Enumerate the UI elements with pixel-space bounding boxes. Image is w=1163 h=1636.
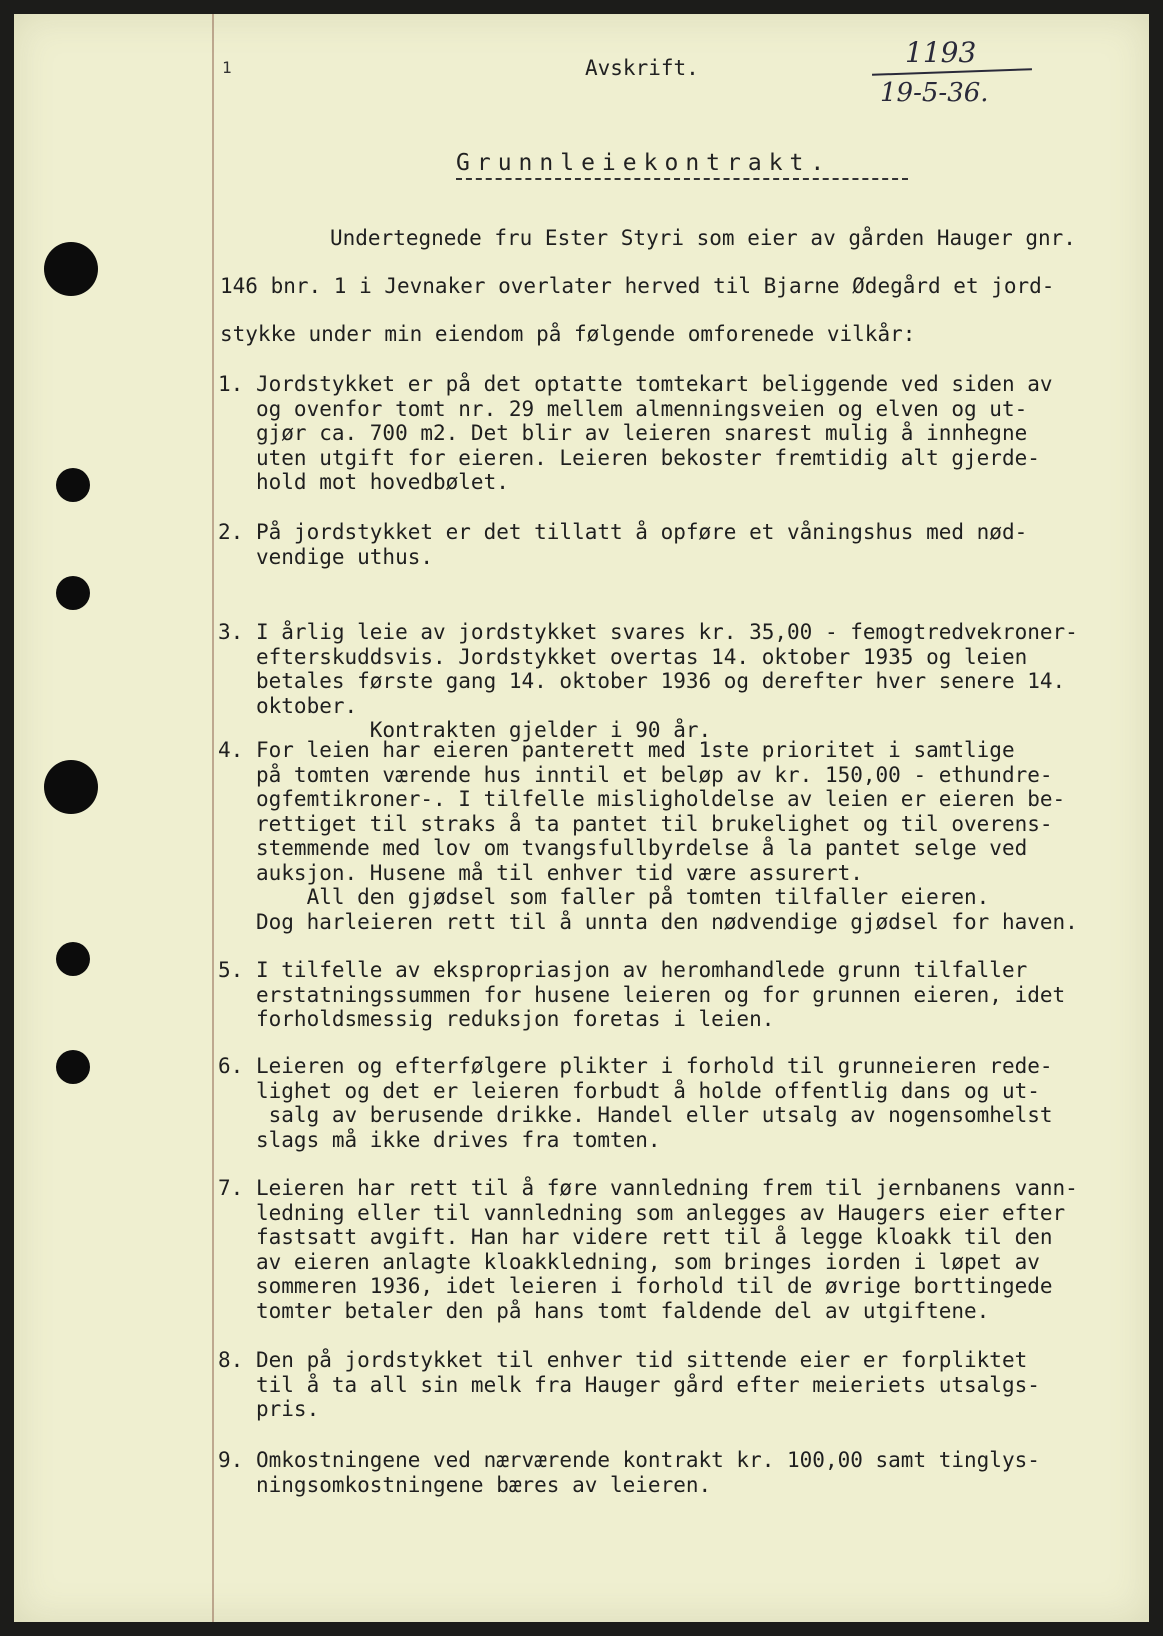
clause-line: salg av berusende drikke. Handel eller utsalg av nogensomhelst <box>256 1103 1053 1127</box>
clause-line: Jordstykket er på det optatte tomtekart beliggende ved siden av <box>256 372 1053 396</box>
handwritten-number: 1193 <box>905 36 977 69</box>
punch-hole <box>56 1050 90 1084</box>
clause-line: av eieren anlagte kloakkledning, som bringes iorden i løpet av <box>256 1249 1040 1274</box>
clause-line: auksjon. Husene må til enhver tid være assurert. <box>256 860 863 885</box>
clause-number: 5. <box>218 958 244 982</box>
clause-line: oktober. <box>256 693 358 718</box>
punch-hole <box>44 760 98 814</box>
clause-number: 7. <box>218 1176 244 1200</box>
clause-line: All den gjødsel som faller på tomten tilfaller eieren. <box>256 885 990 909</box>
clause-line: betales første gang 14. oktober 1936 og derefter hver senere 14. <box>256 669 1066 693</box>
clause-line: fastsatt avgift. Han har videre rett til å legge kloakk til den <box>256 1225 1053 1249</box>
clause-line: I tilfelle av ekspropriasjon av heromhandlede grunn tilfaller <box>256 958 1028 982</box>
clause-line: Omkostningene ved nærværende kontrakt kr. 100,00 samt tinglys- <box>256 1448 1040 1472</box>
page-title: Grunnleiekontrakt. <box>456 150 832 176</box>
clause-line: sommeren 1936, idet leieren i forhold til de øvrige borttingede <box>256 1274 1053 1298</box>
intro-line: 146 bnr. 1 i Jevnaker overlater herved til Bjarne Ødegård et jord- <box>220 274 1055 298</box>
clause-line: På jordstykket er det tillatt å opføre et våningshus med nød- <box>256 520 1028 544</box>
margin-line <box>212 14 214 1622</box>
clause-line: gjør ca. 700 m2. Det blir av leieren snarest mulig å innhegne <box>256 421 1028 445</box>
clause-line: på tomten værende hus inntil et beløp av kr. 150,00 - ethundre- <box>256 762 1053 787</box>
clause-line: ledning eller til vannledning som anlegges av Haugers eier efter <box>256 1200 1066 1225</box>
clause-number: 9. <box>218 1448 244 1472</box>
intro-line: stykke under min eiendom på følgende omforenede vilkår: <box>220 322 916 346</box>
clause-line: Den på jordstykket til enhver tid sittende eier er forpliktet <box>256 1348 1028 1372</box>
clause-number: 1. <box>218 372 244 396</box>
clause-line: ningsomkostningene bæres av leieren. <box>256 1472 712 1497</box>
clause-line: efterskuddsvis. Jordstykket overtas 14. oktober 1935 og leien <box>256 644 1028 669</box>
avskrift-label: Avskrift. <box>585 56 699 80</box>
clause-line: stemmende med lov om tvangsfullbyrdelse å la pantet selge ved <box>256 836 1028 860</box>
clause-line: Dog harleieren rett til å unnta den nødvendige gjødsel for haven. <box>256 909 1078 934</box>
clause-number: 2. <box>218 520 244 544</box>
punch-hole <box>56 468 90 502</box>
clause-line: forholdsmessig reduksjon foretas i leien. <box>256 1007 775 1031</box>
intro-line: Undertegnede fru Ester Styri som eier av gården Hauger gnr. <box>330 226 1076 250</box>
punch-hole <box>56 576 90 610</box>
clause-number: 8. <box>218 1348 244 1372</box>
clause-line: hold mot hovedbølet. <box>256 470 509 494</box>
clause-line: til å ta all sin melk fra Hauger gård efter meieriets utsalgs- <box>256 1372 1040 1397</box>
clause-number: 4. <box>218 738 244 762</box>
clause-line: vendige uthus. <box>256 544 434 569</box>
clause-line: Leieren har rett til å føre vannledning frem til jernbanens vann- <box>256 1176 1078 1200</box>
clause-number: 6. <box>218 1054 244 1078</box>
clause-line: Kontrakten gjelder i 90 år. <box>256 718 712 742</box>
clause-line: ogfemtikroner-. I tilfelle misligholdelse av leien er eieren be- <box>256 787 1066 811</box>
clause-line: slags må ikke drives fra tomten. <box>256 1127 661 1152</box>
clause-line: rettiget til straks å ta pantet til brukelighet og til overens- <box>256 811 1053 836</box>
clause-line: erstatningssummen for husene leieren og for grunnen eieren, idet <box>256 982 1066 1007</box>
clause-line: Leieren og efterfølgere plikter i forhold til grunneieren rede- <box>256 1054 1053 1078</box>
punch-hole <box>56 942 90 976</box>
clause-line: uten utgift for eieren. Leieren bekoster fremtidig alt gjerde- <box>256 445 1040 470</box>
handwritten-date: 19-5-36. <box>880 78 989 108</box>
clause-line: For leien har eieren panterett med 1ste prioritet i samtlige <box>256 738 1015 762</box>
clause-line: tomter betaler den på hans tomt faldende del av utgiftene. <box>256 1298 990 1323</box>
clause-line: og ovenfor tomt nr. 29 mellem almenningsveien og elven og ut- <box>256 396 1028 421</box>
title-underline <box>456 178 908 180</box>
clause-number: 3. <box>218 620 244 644</box>
clause-line: I årlig leie av jordstykket svares kr. 35,00 - femogtredvekroner- <box>256 620 1078 644</box>
page-mark: 1 <box>222 58 232 77</box>
punch-hole <box>44 242 98 296</box>
clause-line: lighet og det er leieren forbudt å holde offentlig dans og ut- <box>256 1078 1040 1103</box>
clause-line: pris. <box>256 1397 320 1421</box>
